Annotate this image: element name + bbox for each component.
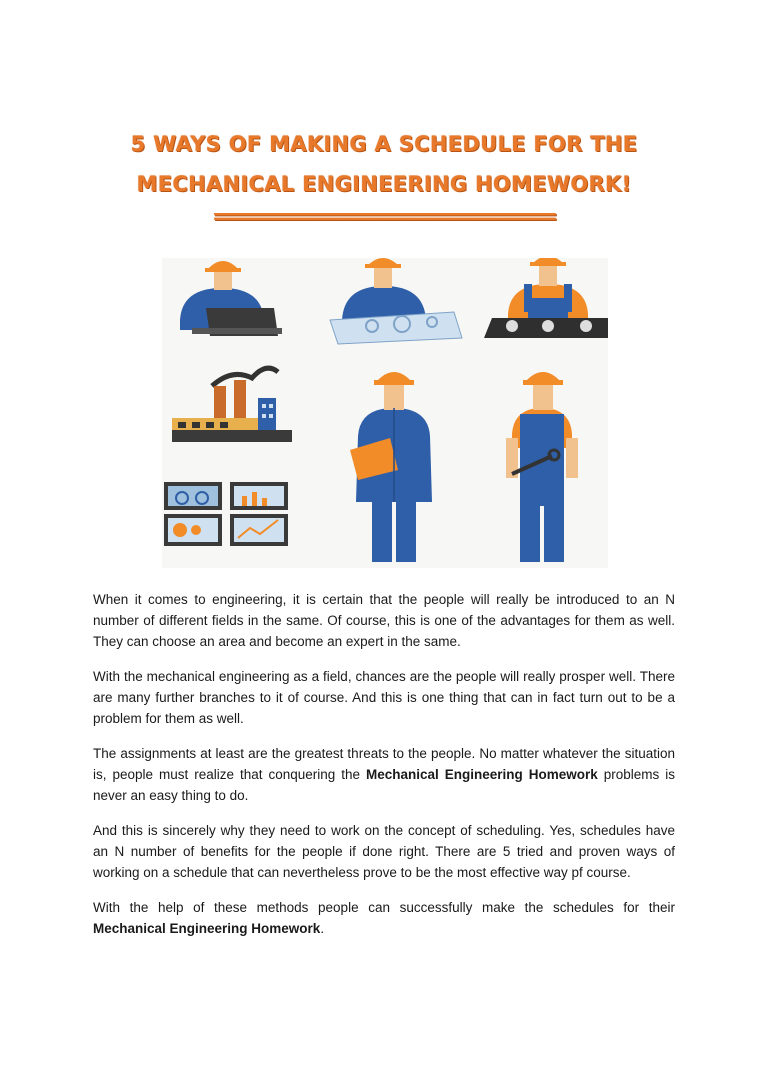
article-body (93, 589, 675, 953)
paragraph-1: When it comes to engineering, it is certain that the people will really be introduced to an N number of different fields in the same. Of course, this is one of the advantages for them as well. They can choose an area and become an expert in the same. (93, 592, 675, 649)
engineers-illustration (162, 258, 608, 568)
paragraph-4: And this is sincerely why they need to work on the concept of scheduling. Yes, schedules have an N number of benefits for the people if done right. There are 5 tried and proven ways of working on a schedule that can nevertheless prove to be the most effective way pf course. (93, 823, 675, 880)
engineer-laptop-icon (180, 261, 282, 336)
paragraph-2: With the mechanical engineering as a field, chances are the people will really prosper well. There are many further branches to it of course. And this is one thing that can in fact turn out to be a problem for them as well. (93, 669, 675, 726)
engineer-clipboard-icon (350, 372, 432, 562)
title-line-2: MECHANICAL ENGINEERING HOMEWORK! (136, 172, 632, 197)
paragraph-3 (93, 743, 675, 806)
keyword-mechanical-engineering-homework: Mechanical Engineering Homework (366, 767, 598, 782)
page-title (80, 124, 688, 204)
paragraph-3-text-a: The assignments at least are the greatest threats to the people. No matter whatever the situation is, people must realize that conquering the (93, 746, 675, 782)
paragraph-5-text-b: . (320, 921, 325, 936)
keyword-mechanical-engineering-homework-2: Mechanical Engineering Homework (93, 921, 321, 936)
title-line-1: 5 WAYS OF MAKING A SCHEDULE FOR THE (130, 132, 638, 157)
factory-icon (172, 368, 292, 442)
paragraph-5 (93, 897, 675, 939)
paragraph-5-text-a: With the help of these methods people can successfully make the schedules for their (93, 900, 675, 915)
paragraph-3-text-b: problems is never an easy thing to do. (93, 767, 675, 803)
dashboard-screens-icon (164, 482, 288, 546)
title-divider: ================================== (213, 204, 555, 228)
worker-wrench-icon (506, 372, 578, 562)
worker-machine-icon (484, 258, 608, 338)
engineer-blueprint-icon (330, 258, 462, 344)
